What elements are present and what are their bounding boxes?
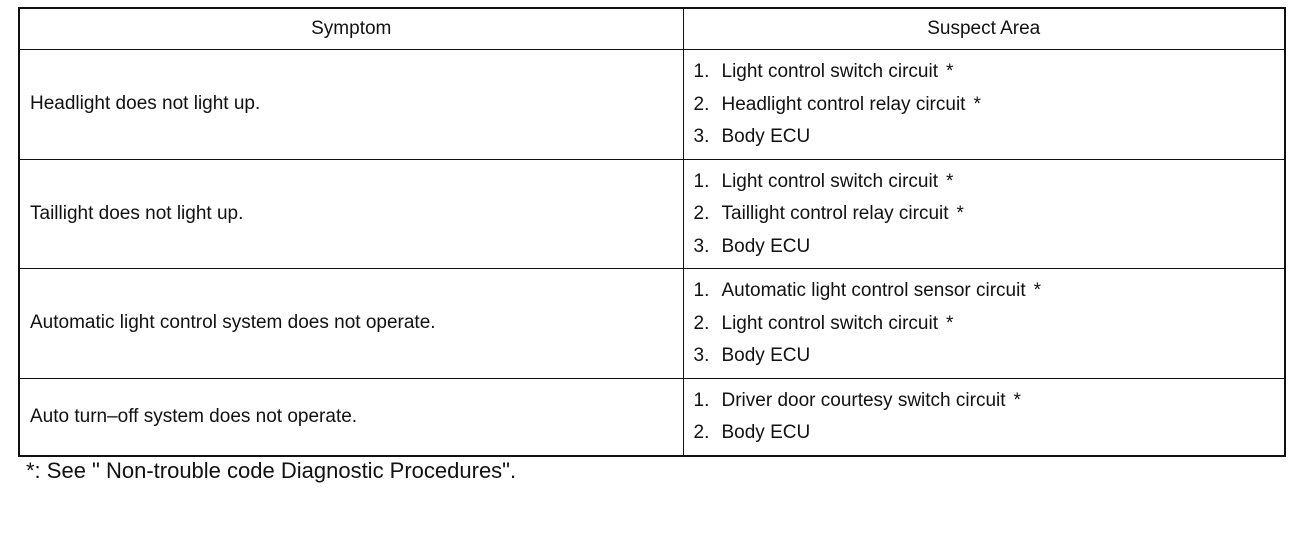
table-row [19, 50, 1285, 160]
suspect-text: Body ECU [721, 126, 811, 147]
suspect-number: 3. [693, 345, 710, 366]
suspect-number: 1. [693, 280, 710, 301]
suspect-item [694, 231, 1285, 264]
suspect-text: Taillight control relay circuit [721, 203, 949, 224]
suspect-text: Light control switch circuit [721, 312, 938, 334]
suspect-item [694, 121, 1285, 154]
symptom-cell: Auto turn–off system does not operate. [19, 378, 683, 456]
suspect-area-cell [683, 159, 1285, 269]
suspect-text: Body ECU [721, 235, 811, 257]
suspect-area-cell [683, 50, 1285, 160]
header-symptom: Symptom [19, 8, 683, 50]
table-row [19, 269, 1285, 379]
footnote-marker: * [956, 203, 964, 224]
table-body [19, 50, 1285, 456]
suspect-number: 3. [693, 126, 710, 147]
footnote: *: See " Non-trouble code Diagnostic Procedures". [26, 458, 517, 483]
table-row [19, 378, 1285, 456]
symptom-cell: Taillight does not light up. [19, 159, 683, 269]
suspect-number: 1. [693, 170, 710, 192]
suspect-list [694, 166, 1285, 264]
suspect-area-cell [683, 378, 1285, 456]
symptom-table [18, 7, 1286, 457]
table-row [19, 159, 1285, 269]
suspect-list [694, 385, 1285, 450]
suspect-number: 2. [693, 203, 710, 224]
suspect-list [694, 56, 1285, 154]
suspect-item [694, 308, 1285, 341]
footnote-marker: * [973, 93, 981, 115]
suspect-number: 3. [693, 235, 710, 257]
table-header-row [19, 8, 1285, 50]
footnote-marker: * [1013, 389, 1021, 411]
suspect-text: Body ECU [721, 422, 811, 443]
suspect-number: 1. [693, 61, 710, 82]
suspect-item [694, 166, 1285, 199]
symptom-cell: Automatic light control system does not operate. [19, 269, 683, 379]
suspect-item [694, 340, 1285, 373]
symptom-cell: Headlight does not light up. [19, 50, 683, 160]
suspect-text: Light control switch circuit [721, 170, 938, 192]
suspect-area-cell [683, 269, 1285, 379]
suspect-number: 2. [693, 422, 710, 443]
footnote-marker: * [1033, 280, 1042, 301]
footnote-marker: * [945, 170, 954, 192]
suspect-text: Automatic light control sensor circuit [721, 280, 1026, 301]
suspect-text: Body ECU [721, 345, 811, 366]
footnote-marker: * [945, 312, 954, 334]
suspect-item [694, 89, 1285, 122]
suspect-text: Headlight control relay circuit [721, 93, 966, 115]
suspect-number: 2. [693, 93, 710, 115]
suspect-item [694, 385, 1285, 418]
suspect-item [694, 417, 1285, 450]
suspect-item [694, 275, 1285, 308]
suspect-number: 1. [693, 389, 710, 411]
suspect-number: 2. [693, 312, 710, 334]
suspect-text: Light control switch circuit [721, 61, 938, 82]
footnote-marker: * [945, 61, 954, 82]
suspect-list [694, 275, 1285, 373]
suspect-item [694, 56, 1285, 89]
suspect-text: Driver door courtesy switch circuit [721, 389, 1006, 411]
suspect-item [694, 198, 1285, 231]
header-suspect-area: Suspect Area [683, 8, 1285, 50]
